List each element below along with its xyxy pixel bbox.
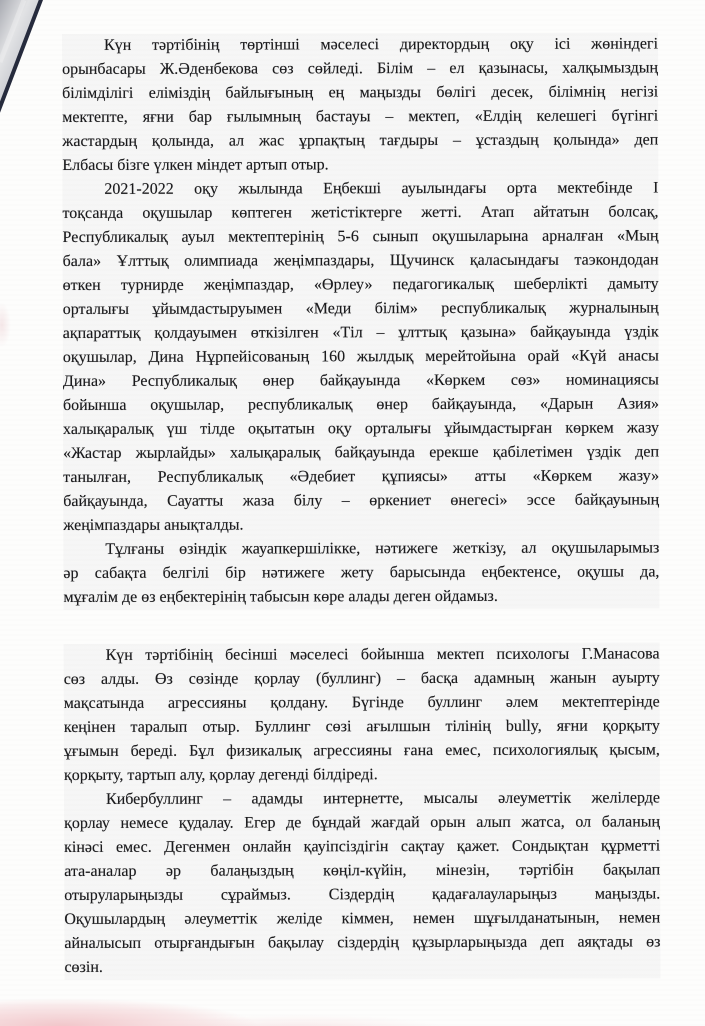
text-line: жеңімпаздары анықталды. [63, 512, 659, 538]
text-line: мектепте, яғни бар ғылымның бастауы – мектеп, «Елдің келешегі бүгінгі [62, 104, 658, 130]
text-line: сөзін. [64, 954, 660, 980]
text-line: әр сабақта белгілі бір нәтижеге жету барысында еңбектенсе, оқушы да, [63, 560, 659, 586]
text-line: кінәсі емес. Дегенмен онлайн қауіпсіздігін сақтау қажет. Сондықтан құрметті [64, 834, 660, 860]
paragraph [64, 786, 661, 980]
text-line: Күн тәртібінің төртінші мәселесі директордың оқу ісі жөніндегі [62, 32, 658, 58]
text-line: бала» Ұлттық олимпиада жеңімпаздары, Щучинск қаласындағы таэкондодан [63, 248, 659, 274]
text-line: танылған, Республикалық «Әдебиет құпиясы» атты «Көркем жазу» [63, 464, 659, 490]
scan-pink-smudge-artifact [0, 984, 440, 1026]
text-line: айналысып отырғандығын бақылау сіздердің құзырларыңызда деп аяқтады өз [64, 930, 660, 956]
fold-shade-triangle [0, 0, 40, 110]
fold-highlight-line [0, 0, 24, 62]
text-line: білімділігі еліміздің байлығының ең маңызды бөлігі десек, білімнің негізі [62, 80, 658, 106]
text-line: Республикалық ауыл мектептерінің 5-6 сынып оқушыларына арналған «Мың [63, 224, 659, 250]
text-line: қорқыту, тартып алу, қорлау дегенді білдіреді. [64, 762, 660, 788]
text-line: орталығы ұйымдастыруымен «Меди білім» республикалық журналының [63, 296, 659, 322]
text-line: Тұлғаны өзіндік жауапкершілікке, нәтижеге жеткізу, ал оқушыларымыз [63, 536, 659, 562]
paragraph [62, 32, 658, 178]
text-line: жастардың қолында, ал жас ұрпақтың тағдыры – ұстаздың қолында» деп [62, 128, 658, 154]
document-text-block [62, 32, 660, 980]
text-line: ұғымын береді. Бұл физикалық агрессияны ғана емес, психологиялық қысым, [64, 738, 660, 764]
text-line: 2021-2022 оқу жылында Еңбекші ауылындағы орта мектебінде I [62, 176, 658, 202]
text-line: отыруларыңызды сұраймыз. Сіздердің қадағалауларыңыз маңызды. [64, 882, 660, 908]
text-line: «Жастар жырлайды» халықаралық байқауында ерекше қабілетімен үздік деп [63, 440, 659, 466]
text-line: бойынша оқушылар, республикалық өнер байқауында, «Дарын Азия» [63, 392, 659, 418]
text-line: Күн тәртібінің бесінші мәселесі бойынша мектеп психологы Г.Манасова [64, 642, 660, 668]
text-line: мұғалім де өз еңбектерінің табысын көре алады деген ойдамыз. [63, 584, 659, 610]
fold-edge-line [0, 0, 42, 115]
text-line: өткен турнирде жеңімпаздар, «Өрлеу» педагогикалық шеберлікті дамыту [63, 272, 659, 298]
text-line: оқушылар, Дина Нұрпейісованың 160 жылдық мерейтойына орай «Күй анасы [63, 344, 659, 370]
scan-edge-smudge-artifact [0, 290, 20, 360]
text-line: Кибербуллинг – адамды интернетте, мысалы әлеуметтік желілерде [64, 786, 660, 812]
paragraph [64, 642, 660, 788]
text-line: Дина» Республикалық өнер байқауында «Көркем сөз» номинациясы [63, 368, 659, 394]
text-line: байқауында, Сауатты жаза білу – өркениет өнегесі» эссе байқауының [63, 488, 659, 514]
text-line: тоқсанда оқушылар көптеген жетістіктерге жетті. Атап айтатын болсақ, [62, 200, 658, 226]
text-line: Елбасы бізге үлкен міндет артып отыр. [62, 152, 658, 178]
text-line: ақпараттық қолдауымен өткізілген «Тіл – ұлттық қазына» байқауында үздік [63, 320, 659, 346]
text-line: сөз алды. Өз сөзінде қорлау (буллинг) – басқа адамның жанын ауырту [64, 666, 660, 692]
text-line: халықаралық үш тілде оқытатын оқу орталығы ұйымдастырған көркем жазу [63, 416, 659, 442]
text-line: қорлау немесе қудалау. Егер де бұндай жағдай орын алып жатса, ол баланың [64, 810, 660, 836]
text-line: Оқушылардың әлеуметтік желіде кіммен, немен шұғылданатынын, немен [64, 906, 660, 932]
paragraph [63, 536, 659, 610]
paragraph [62, 176, 659, 538]
text-line: орынбасары Ж.Әденбекова сөз сөйледі. Білім – ел қазынасы, халқымыздың [62, 56, 658, 82]
text-line: мақсатында агрессияны қолдану. Бүгінде буллинг әлем мектептерінде [64, 690, 660, 716]
text-line: ата-аналар әр балаңыздың көңіл-күйін, мінезін, тәртібін бақылап [64, 858, 660, 884]
text-line: кеңінен таралып отыр. Буллинг сөзі ағылшын тілінің bully, яғни қорқыту [64, 714, 660, 740]
paragraph-gap [64, 608, 660, 644]
